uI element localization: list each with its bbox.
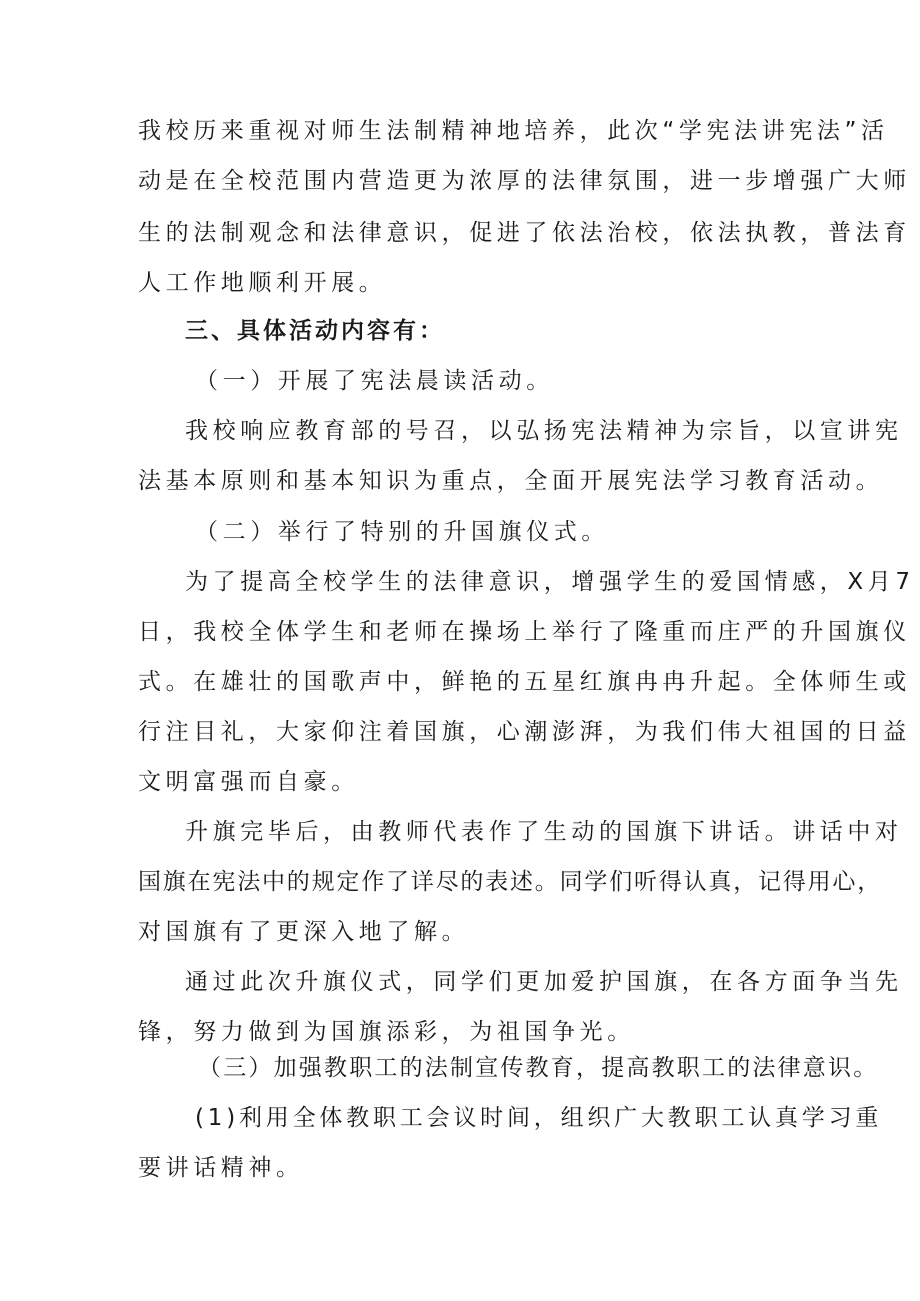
paragraph-3-line-4: 行注目礼，大家仰注着国旗，心潮澎湃，为我们伟大祖国的日益: [138, 719, 911, 745]
paragraph-3-line-3: 式。在雄壮的国歌声中，鲜艳的五星红旗冉冉升起。全体师生或: [138, 669, 911, 695]
paragraph-4-line-3: 对国旗有了更深入地了解。: [138, 919, 470, 945]
paragraph-3-line-5: 文明富强而自豪。: [138, 769, 359, 795]
paragraph-6-line-2: 要讲话精神。: [138, 1155, 304, 1181]
paragraph-5-line-1: 通过此次升旗仪式，同学们更加爱护国旗，在各方面争当先: [185, 969, 903, 995]
paragraph-3-line-2: 日，我校全体学生和老师在操场上举行了隆重而庄严的升国旗仪: [138, 619, 911, 645]
subheading-3: （三）加强教职工的法制宣传教育，提高教职工的法律意识。: [198, 1055, 879, 1081]
paragraph-2-line-2: 法基本原则和基本知识为重点，全面开展宪法学习教育活动。: [138, 468, 884, 494]
paragraph-5-line-2: 锋，努力做到为国旗添彩，为祖国争光。: [138, 1019, 635, 1045]
paragraph-1-line-3: 生的法制观念和法律意识，促进了依法治校，依法执教，普法育: [138, 220, 911, 246]
paragraph-4-line-1: 升旗完毕后，由教师代表作了生动的国旗下讲话。讲话中对: [185, 819, 903, 845]
paragraph-1-line-1: 我校历来重视对师生法制精神地培养，此次“学宪法讲宪法”活: [138, 118, 889, 144]
subheading-2: （二）举行了特别的升国旗仪式。: [195, 519, 609, 545]
paragraph-4-line-2: 国旗在宪法中的规定作了详尽的表述。同学们听得认真，记得用心，: [138, 869, 882, 895]
section-heading: 三、具体活动内容有：: [185, 318, 445, 344]
paragraph-1-line-2: 动是在全校范围内营造更为浓厚的法律氛围，进一步增强广大师: [138, 168, 911, 194]
paragraph-1-line-4: 人工作地顺利开展。: [138, 270, 387, 296]
paragraph-6-line-1: (1)利用全体教职工会议时间，组织广大教职工认真学习重: [195, 1105, 883, 1131]
paragraph-2-line-1: 我校响应教育部的号召，以弘扬宪法精神为宗旨，以宣讲宪: [185, 418, 903, 444]
subheading-1: （一）开展了宪法晨读活动。: [195, 368, 554, 394]
paragraph-3-line-1: 为了提高全校学生的法律意识，增强学生的爱国情感，X月7: [185, 569, 915, 595]
